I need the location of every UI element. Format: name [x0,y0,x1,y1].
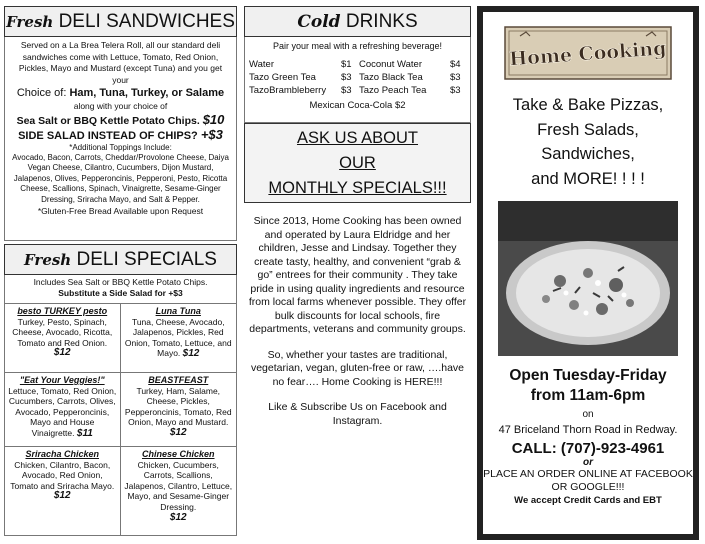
payment-note: We accept Credit Cards and EBT [514,495,662,506]
drink-price: $3 [450,72,461,83]
drink-name: Tazo Green Tea [249,72,316,83]
drink-price: $4 [450,59,461,70]
special-item [121,304,237,373]
drink-name: Tazo Black Tea [359,72,423,83]
home-cooking-logo [504,26,672,80]
specials-subtitle [5,275,236,304]
promo-tagline [483,93,693,191]
drinks-intro: Pair your meal with a refreshing beverage! [272,41,443,51]
chips-line [11,113,230,128]
along-text: along with your choice of [73,101,168,111]
drink-name: Coconut Water [359,59,423,70]
tagline-2: Fresh Salads, [537,120,639,139]
special-desc: Chicken, Cilantro, Bacon, Avocado, Red Onion, Tomato and Sriracha Mayo. [10,459,115,491]
hours-time: from 11am-6pm [530,387,646,404]
drinks-title: DRINKS [345,11,418,32]
special-price: $12 [53,347,71,359]
sandwich-price: $10 [202,111,225,127]
specials-grid [5,304,236,535]
special-price: $11 [76,427,93,439]
special-name: BEASTFEAST [148,375,209,385]
drink-price: $3 [450,85,461,96]
monthly-specials-banner [244,123,471,203]
drink-coke: Mexican Coca-Cola $2 [309,100,406,111]
special-desc: Tuna, Cheese, Avocado, Jalapenos, Pickles, Red Onion, Tomato, Lettuce, and Mayo. [124,316,232,359]
or-text: or [583,457,593,468]
pizza-photo [498,201,678,356]
choice-line [11,86,230,101]
hours-days: Open Tuesday-Friday [509,367,667,384]
special-desc: Turkey, Pesto, Spinach, Cheese, Avocado, Ricotta, Tomato and Red Onion. [12,316,113,348]
special-desc: Lettuce, Tomato, Red Onion, Cucumbers, Carrots, Olives, Avocado, Pepperoncinis, Mayo and House Vinaigrette. [8,385,117,438]
toppings-list: Avocado, Bacon, Carrots, Cheddar/Provolone Cheese, Daiya Vegan Cheese, Cilantro, Cucumbers, Dijon Mustard, Jalapenos, Olives, Pepperoncinis, Pepperoni, Pesto, Ricotta Cheese, Scallions, Spinach, Vinaigrette, Sesame-Ginger Dressing, Sriracha Mayo, and Salt & Pepper. [12,152,229,204]
address: 47 Briceland Thorn Road in Redway. [498,424,678,436]
special-desc: Turkey, Ham, Salame, Cheese, Pickles, Pepperoncinis, Tomato, Red Onion, Mayo and Mustard. [124,385,232,428]
specials-sub1: Includes Sea Salt or BBQ Kettle Potato Chips. [33,277,208,287]
side-salad-line [11,128,230,143]
special-price: $12 [169,426,187,438]
choice-meats: Ham, Tuna, Turkey, or Salame [69,87,225,99]
phone-number: CALL: (707)-923-4961 [511,440,665,457]
drinks-title-script: Cold [297,12,341,32]
sandwich-column [4,6,237,538]
tagline-3: Sandwiches, [541,145,635,163]
tagline-1: Take & Bake Pizzas, [512,96,664,114]
special-name: "Eat Your Veggies!" [19,375,105,385]
ask-line2: OUR [339,154,376,172]
online-order-text: PLACE AN ORDER ONLINE AT FACEBOOK OR GOOGLE!!! [483,468,693,493]
tagline-4: and MORE! ! ! ! [531,169,645,188]
chips-choice: Sea Salt or BBQ Kettle Potato Chips. [16,114,200,127]
sandwiches-title-script: Fresh [6,13,54,31]
side-salad-text: SIDE SALAD INSTEAD OF CHIPS? [18,129,198,142]
gluten-free-note: *Gluten-Free Bread Available upon Request [37,205,204,216]
sandwiches-body [4,37,237,241]
toppings-title: *Additional Toppings Include: [69,142,172,152]
story-paragraph: Like & Subscribe Us on Facebook and Instagram. [268,401,447,427]
ask-line1: ASK US ABOUT [296,129,419,147]
on-text: on [582,409,594,420]
special-price: $12 [169,511,187,523]
special-item [5,304,121,373]
sandwiches-intro: Served on a La Brea Telera Roll, all our standard deli sandwiches come with Lettuce, Tomato, Red Onion, Pickles, Mayo and Mustard (except Tuna) and you get your [18,40,223,85]
special-price: $12 [53,490,71,502]
drink-price: $3 [341,72,352,83]
special-name: Luna Tuna [155,306,201,316]
special-item [5,373,121,447]
special-item [121,447,237,535]
drink-price: $1 [341,59,352,70]
special-name: besto TURKEY pesto [17,306,108,316]
specials-title-script: Fresh [24,251,72,269]
drink-name: Tazo Peach Tea [359,85,427,96]
opening-hours [483,366,693,406]
promo-panel [483,12,693,534]
drinks-body [244,37,471,123]
drinks-list [249,59,466,96]
drinks-column [244,6,471,538]
specials-box [4,275,237,536]
about-story [244,203,471,544]
story-paragraph: So, whether your tastes are traditional, vegetarian, vegan, gluten-free or raw, ….have no fear…. Home Cooking is HERE!!! [250,348,465,388]
special-price: $12 [182,348,200,360]
drink-name: TazoBrambleberry [249,85,327,96]
special-name: Chinese Chicken [141,449,215,459]
sandwiches-title: DELI SANDWICHES [58,11,235,32]
specials-sub2: Substitute a Side Salad for +$3 [58,288,183,298]
drinks-header [244,6,471,37]
special-desc: Chicken, Cucumbers, Carrots, Scallions, Jalapenos, Cilantro, Lettuce, Mayo, and Sesame-Ginger Dressing. [124,459,233,512]
drink-price: $3 [341,85,352,96]
svg-text:Home Cooking: Home Cooking [508,37,668,71]
story-paragraph: Since 2013, Home Cooking has been owned and operated by Laura Eldridge and her children, Jesse and Lindsay. Together they create tasty, healthy, and convenient “grab & go” entrees for their community . They take pride in using quality ingredients and resource from local farms whenever possible. They offer bulk discounts for local schools, fire departments, veterans and community groups. [248,215,467,335]
ask-line3: MONTHLY SPECIALS!!! [268,179,447,197]
special-item [5,447,121,535]
special-name: Sriracha Chicken [25,449,100,459]
drink-name: Water [249,59,274,70]
side-salad-price: +$3 [200,126,223,142]
special-item [121,373,237,447]
specials-title: DELI SPECIALS [76,249,217,270]
sandwiches-header [4,6,237,37]
choice-label: Choice of: [16,87,67,99]
promo-column [477,6,699,540]
specials-header [4,244,237,275]
